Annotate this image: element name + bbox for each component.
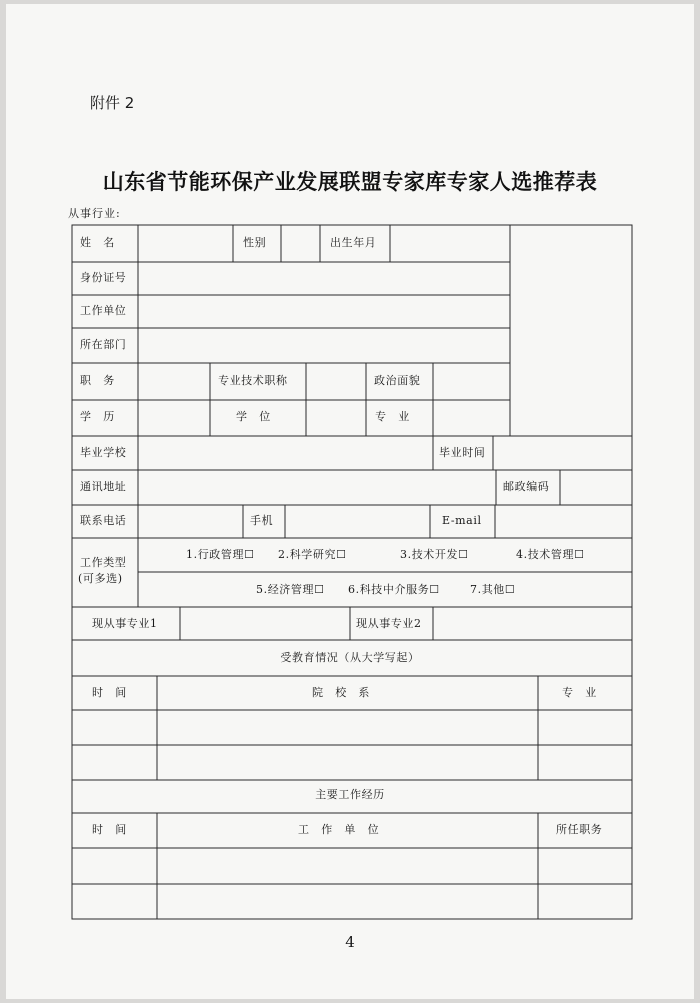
work-col-unit: 工 作 单 位 <box>298 823 380 836</box>
label-work-type-note: (可多选) <box>78 572 123 585</box>
label-gender: 性别 <box>243 236 267 249</box>
label-phone: 联系电话 <box>80 514 127 527</box>
label-email: E-mail <box>442 514 482 527</box>
label-current-major-2: 现从事专业2 <box>356 617 422 630</box>
label-mobile: 手机 <box>250 514 274 527</box>
label-major: 专 业 <box>375 410 410 423</box>
label-name: 姓 名 <box>80 236 115 249</box>
attachment-label: 附件 2 <box>90 94 135 112</box>
label-education: 学 历 <box>80 410 115 423</box>
label-department: 所在部门 <box>80 338 127 351</box>
label-work-unit: 工作单位 <box>80 304 127 317</box>
label-position: 职 务 <box>80 374 115 387</box>
label-degree: 学 位 <box>236 410 271 423</box>
education-col-school: 院 校 系 <box>312 686 370 699</box>
work-type-option-tech-dev[interactable]: 3.技术开发☐ <box>400 548 469 561</box>
label-id-number: 身份证号 <box>80 271 127 284</box>
label-professional-title: 专业技术职称 <box>218 374 288 387</box>
work-type-option-tech-mgmt[interactable]: 4.技术管理☐ <box>516 548 585 561</box>
label-school: 毕业学校 <box>80 446 127 459</box>
work-type-option-intermediary[interactable]: 6.科技中介服务☐ <box>348 583 440 596</box>
industry-label: 从事行业: <box>68 207 121 220</box>
work-type-option-research[interactable]: 2.科学研究☐ <box>278 548 347 561</box>
label-current-major-1: 现从事专业1 <box>92 617 158 630</box>
label-birth: 出生年月 <box>330 236 377 249</box>
work-type-option-other[interactable]: 7.其他☐ <box>470 583 516 596</box>
work-type-option-admin[interactable]: 1.行政管理☐ <box>186 548 255 561</box>
education-col-time: 时 间 <box>92 686 127 699</box>
label-work-type: 工作类型 <box>80 556 127 569</box>
work-col-post: 所任职务 <box>556 823 603 836</box>
label-political-status: 政治面貌 <box>374 374 421 387</box>
form-title: 山东省节能环保产业发展联盟专家库专家人选推荐表 <box>102 170 598 194</box>
work-col-time: 时 间 <box>92 823 127 836</box>
page-number: 4 <box>345 933 355 951</box>
work-type-option-economic[interactable]: 5.经济管理☐ <box>256 583 325 596</box>
education-section-header: 受教育情况（从大学写起） <box>280 651 420 664</box>
work-section-header: 主要工作经历 <box>315 788 385 801</box>
label-address: 通讯地址 <box>80 480 127 493</box>
label-postcode: 邮政编码 <box>503 480 550 493</box>
label-graduation-time: 毕业时间 <box>439 446 486 459</box>
education-col-major: 专 业 <box>562 686 597 699</box>
